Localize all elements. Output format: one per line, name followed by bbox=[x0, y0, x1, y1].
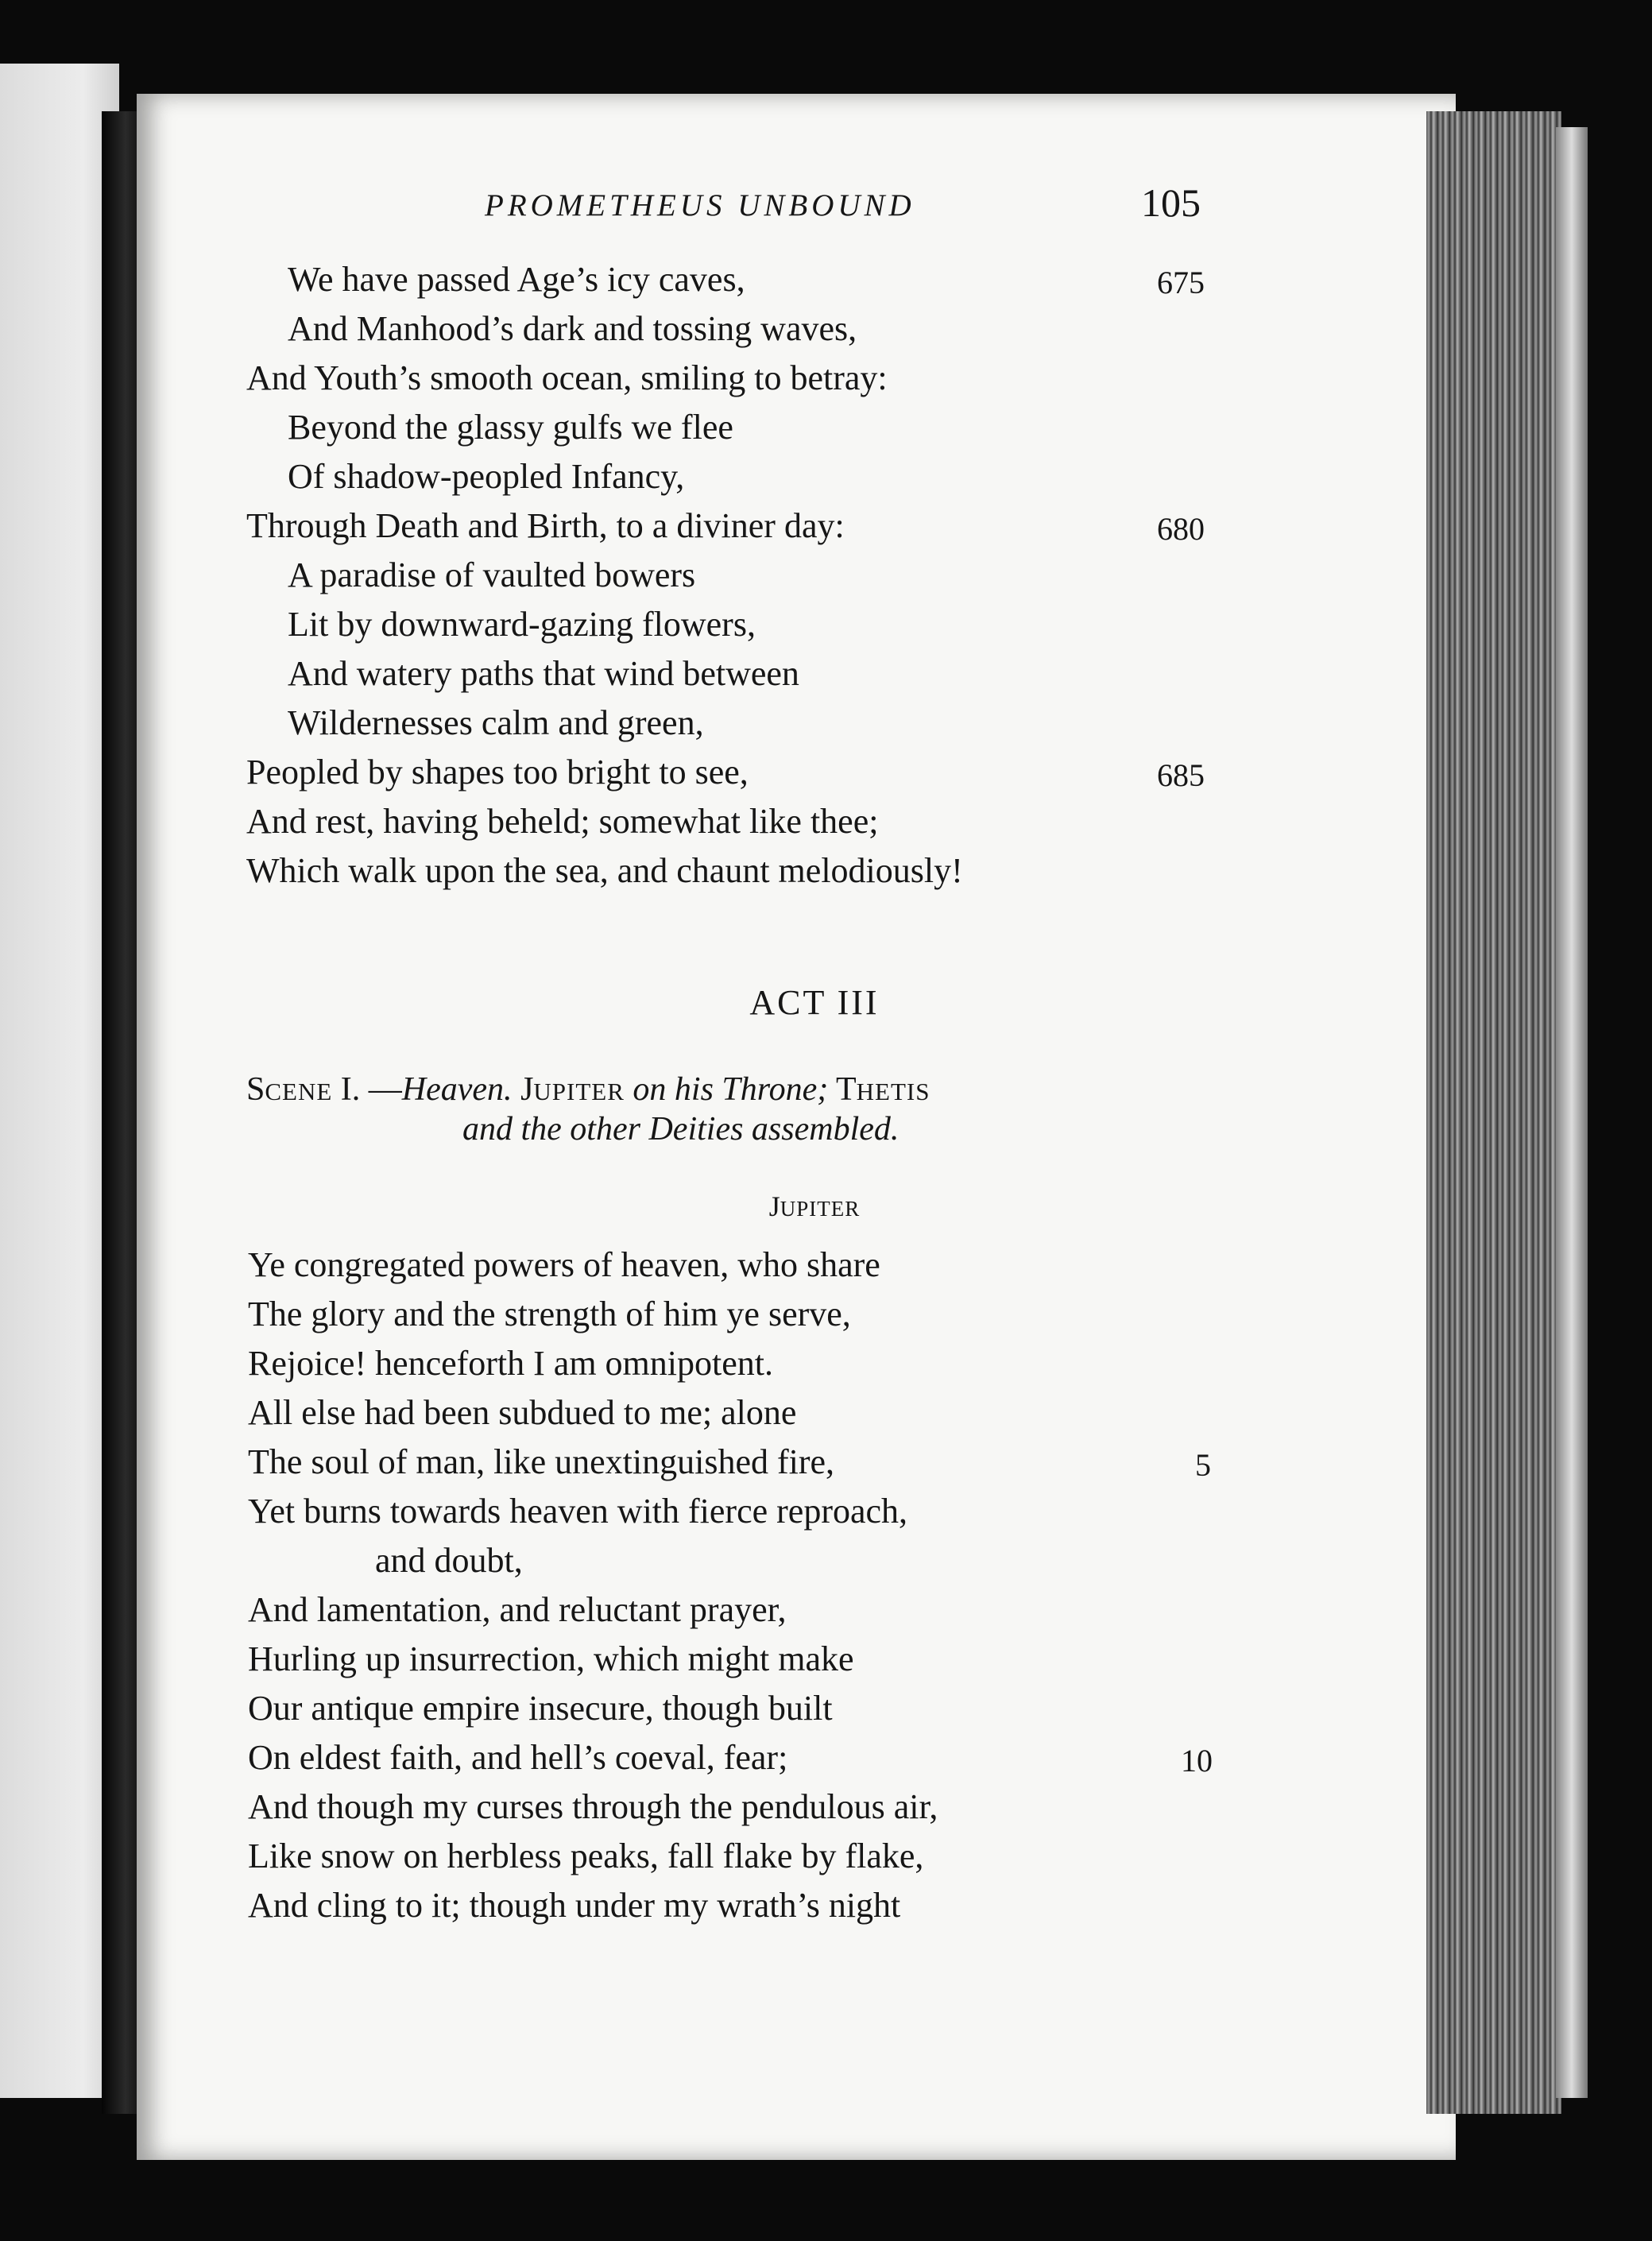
stage-phrase: and the other Deities assembled. bbox=[462, 1111, 900, 1148]
verse-line: A paradise of vaulted bowers bbox=[288, 555, 696, 594]
speaker-cap: J bbox=[768, 1190, 780, 1222]
verse-line: We have passed Age’s icy caves, bbox=[288, 260, 745, 299]
character-cap: J bbox=[520, 1071, 534, 1108]
scene-label-cap: S bbox=[246, 1071, 265, 1108]
verse-line: Through Death and Birth, to a diviner day: bbox=[246, 506, 845, 545]
verse-line: All else had been subdued to me; alone bbox=[248, 1393, 797, 1432]
verse-line: The soul of man, like unextinguished fire, bbox=[248, 1442, 835, 1481]
verse-line: Ye congregated powers of heaven, who share bbox=[248, 1245, 880, 1284]
verse-line: On eldest faith, and hell’s coeval, fear; bbox=[248, 1738, 788, 1777]
verse-line: And watery paths that wind between bbox=[288, 654, 799, 693]
verse-line: The glory and the strength of him ye serve, bbox=[248, 1295, 851, 1333]
verse-line: Wildernesses calm and green, bbox=[288, 703, 704, 742]
page-number: 105 bbox=[1141, 180, 1201, 225]
page-block-edge bbox=[1426, 111, 1561, 2114]
line-number: 675 bbox=[1157, 265, 1205, 300]
line-number: 10 bbox=[1181, 1743, 1213, 1778]
scene-number: I. — bbox=[340, 1071, 402, 1108]
stage-phrase: on his Throne; bbox=[633, 1071, 829, 1108]
book-spine bbox=[102, 111, 141, 2114]
verse-line: And cling to it; though under my wrath’s night bbox=[248, 1886, 901, 1925]
speaker-name bbox=[238, 1192, 1391, 1221]
verse-line: And though my curses through the pendulous air, bbox=[248, 1787, 938, 1826]
verse-line-continuation: and doubt, bbox=[375, 1541, 523, 1580]
verse-line: Peopled by shapes too bright to see, bbox=[246, 753, 749, 792]
line-number: 5 bbox=[1195, 1447, 1211, 1483]
verse-line: Rejoice! henceforth I am omnipotent. bbox=[248, 1344, 773, 1383]
verse-line: And Youth’s smooth ocean, smiling to betray: bbox=[246, 358, 888, 397]
running-title: PROMETHEUS UNBOUND bbox=[485, 188, 915, 223]
verse-line: Our antique empire insecure, though built bbox=[248, 1689, 833, 1728]
page-block-highlight bbox=[1556, 127, 1588, 2098]
line-number: 680 bbox=[1157, 511, 1205, 547]
act-title: ACT III bbox=[749, 983, 880, 1022]
verse-line: Which walk upon the sea, and chaunt melodiously! bbox=[246, 851, 963, 890]
speaker-rest: UPITER bbox=[780, 1197, 861, 1221]
verse-line: Of shadow-peopled Infancy, bbox=[288, 457, 685, 496]
stage-direction-line2 bbox=[462, 1113, 899, 1146]
line-number: 685 bbox=[1157, 757, 1205, 793]
verse-line: Yet burns towards heaven with fierce reproach, bbox=[248, 1492, 908, 1531]
verse-line: Beyond the glassy gulfs we flee bbox=[288, 408, 733, 447]
verse-line: And Manhood’s dark and tossing waves, bbox=[288, 309, 857, 348]
character-cap: T bbox=[835, 1071, 857, 1108]
character-rest: UPITER bbox=[533, 1078, 625, 1105]
verse-line: And rest, having beheld; somewhat like thee; bbox=[246, 802, 879, 841]
verse-line: And lamentation, and reluctant prayer, bbox=[248, 1590, 787, 1629]
verse-line: Like snow on herbless peaks, fall flake by flake, bbox=[248, 1837, 924, 1875]
scene-label-rest: CENE bbox=[265, 1078, 333, 1105]
verse-line: Hurling up insurrection, which might make bbox=[248, 1639, 854, 1678]
verse-line: Lit by downward-gazing flowers, bbox=[288, 605, 756, 644]
scene-location: Heaven. bbox=[401, 1071, 513, 1108]
character-rest: HETIS bbox=[856, 1078, 930, 1105]
stage-direction-line1 bbox=[246, 1073, 930, 1106]
page-header bbox=[477, 180, 1208, 235]
